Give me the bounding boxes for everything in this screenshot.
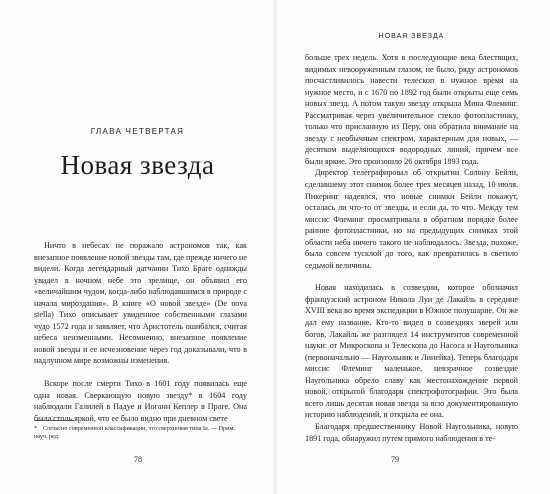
book-gutter [272,0,278,494]
footnote [34,425,247,442]
paragraph: Благодаря предшественнику Новой Наугольника, новую 1891 года, обнаружил путем прямого наблюдения в те- [305,421,518,443]
paragraph: больше трех недель. Хотя в последующие века блестящих, видимых невооруженным глазом, не было, ряду астрономов посчастливилось навести телескоп в нужное время на нужное место, и с 1670 по 1892 год были открыты еще семь новых звезд. А потом такую звезду открыла Мина Флеминг. Рассматривая через увеличительное стекло фотопластинку, только что присланную из Перу, она обратила внимание на звезду с необычным спектром, характерным для новых, — десятком выделяющихся водородных линий, причем все были яркие. Это произошло 26 октября 1893 года. [305,53,518,166]
paragraph: Директор телеграфировал об открытии Солону Бейли, сделавшему этот снимок более трех месяцев назад, 10 июля. Пикеринг надеялся, что новые снимки Бейли покажут, осталась ли что-то от звезды, и если да, то что. Между тем миссис Флеминг просматривала в обратном порядке более ранние фотопластинки, но на предыдущих снимках этой области неба ничего такого не наблюдалось. Звезда, похоже, была совсем тусклой до того, как превратилась в светило седьмой величины. [305,168,518,270]
right-body-text [305,52,518,444]
paragraph: Ничто в небесах не поражало астрономов так, как внезапное появление новой звезды там, где прежде ничего не видели. Когда легендарный датчанин Тихо Браге однажды увидел в ночном небе это зрелище, он объявил его «величайшим чудом, когда-либо наблюдавшимся в природе с начала мироздания». В книге «О новой звезде» (De nova stella) Тихо описывает увиденное собственными глазами чудо 1572 года и заявляет, что Аристотель ошибался, считая небеса неизменными. Несомненно, внезапное появление новой звезды и ее исчезновение через год доказывали, что в надлунном мире возможны изменения. [34,241,247,366]
footnote-mark: * [34,425,38,432]
running-head: НОВАЯ ЗВЕЗДА [378,33,445,40]
paragraph: Новая находилась в созвездии, которое обозначил французский астроном Никола Луи де Лакайль в середине XVIII века во время экспедиции в Южное полушарие. Он же дал ему название. Кто-то видел в созвездиях зверей или богов, Лакайль же разглядел 14 инструментов современной науки: от Микроскопа и Телескопа до Насоса и Наугольника (первоначально — Наугольник и Линейка). Теперь благодаря миссис Флеминг маленькое, невзрачное созвездие Наугольника обрело славу как местонахождение первой новой, открытой благодаря спектрофотографии. Это была всего лишь десятая новая звезда за всю документированную историю наблюдений, и открыла ее она. [305,283,518,420]
page-number-right: 79 [391,455,399,464]
chapter-title: Новая звезда [60,150,215,180]
page-number-left: 78 [134,455,142,464]
footnote-rule [34,420,74,421]
chapter-label: ГЛАВА ЧЕТВЕРТАЯ [90,127,185,136]
left-body-text [34,240,247,424]
right-page [275,0,550,494]
footnote-text: Согласно современной классификации, это сверхновая типа Ia. — Прим. науч. ред. [34,425,235,441]
paragraph: Вскоре после смерти Тихо в 1601 году появилась еще одна новая. Сверкающую новую звезду* в 1604 году наблюдали Галилей в Падуе и Иоганн Кеплер в Праге. Она была столь яркой, что ее было видно при дневном свете [34,379,247,423]
